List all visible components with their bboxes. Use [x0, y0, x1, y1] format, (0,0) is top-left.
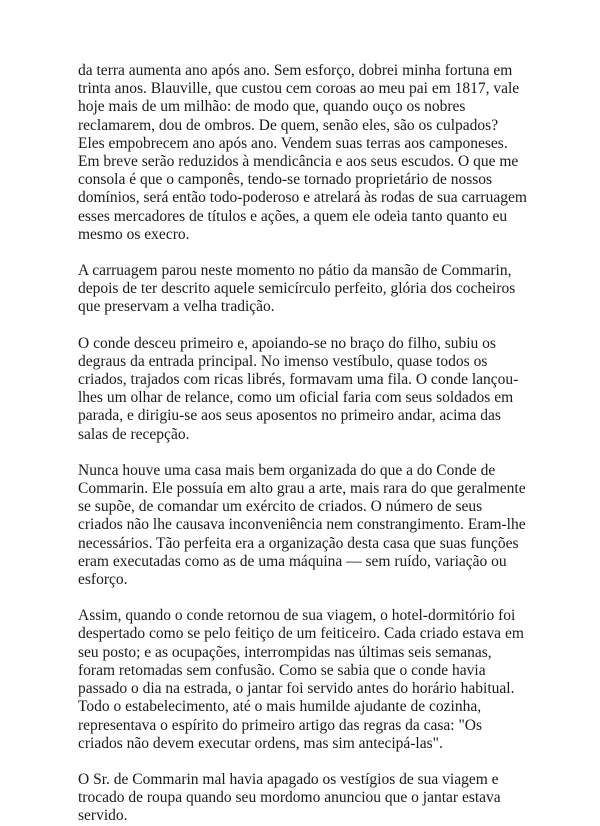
paragraph-1: da terra aumenta ano após ano. Sem esforço, dobrei minha fortuna em trinta anos. Blauville, que custou cem coroas ao meu pai em 1817, vale hoje mais de um milhão: de modo que, quando ouço os nobres reclamarem, dou de ombros. De quem, senão eles, são os culpados? Eles empobrecem ano após ano. Vendem suas terras aos camponeses. Em breve serão reduzidos à mendicância e aos seus escudos. O que me consola é que o camponês, tendo-se tornado proprietário de nossos domínios, será então todo-poderoso e atrelará às rodas de sua carruagem esses mercadores de títulos e ações, a quem ele odeia tanto quanto eu mesmo os execro. — [78, 62, 527, 243]
paragraph-5: Assim, quando o conde retornou de sua viagem, o hotel-dormitório foi despertado como se pelo feitiço de um feiticeiro. Cada criado estava em seu posto; e as ocupações, interrompidas nas últimas seis semanas, foram retomadas sem confusão. Como se sabia que o conde havia passado o dia na estrada, o jantar foi servido antes do horário habitual. Todo o estabelecimento, até o mais humilde ajudante de cozinha, representava o espírito do primeiro artigo das regras da casa: "Os criados não devem executar ordens, mas sim antecipá-las". — [78, 607, 524, 752]
paragraph-6: O Sr. de Commarin mal havia apagado os vestígios de sua viagem e trocado de roupa quando seu mordomo anunciou que o jantar estava servido. — [78, 770, 501, 825]
paragraph-3: O conde desceu primeiro e, apoiando-se no braço do filho, subiu os degraus da entrada principal. No imenso vestíbulo, quase todos os criados, trajados com ricas librés, formavam uma fila. O conde lançou-lhes um olhar de relance, como um oficial faria com seus soldados em parada, e dirigiu-se aos seus aposentos no primeiro andar, acima das salas de recepção. — [78, 334, 519, 443]
paragraph-4: Nunca houve uma casa mais bem organizada do que a do Conde de Commarin. Ele possuía em alto grau a arte, mais rara do que geralmente se supõe, de comandar um exército de criados. O número de seus criados não lhe causava inconveniência nem constrangimento. Eram-lhe necessários. Tão perfeita era a organização desta casa que suas funções eram executadas como as de uma máquina — sem ruído, variação ou esforço. — [78, 461, 526, 589]
paragraph-2: A carruagem parou neste momento no pátio da mansão de Commarin, depois de ter descrito aquele semicírculo perfeito, glória dos cocheiros que preservam a velha tradição. — [78, 262, 516, 316]
document-page — [78, 62, 528, 826]
